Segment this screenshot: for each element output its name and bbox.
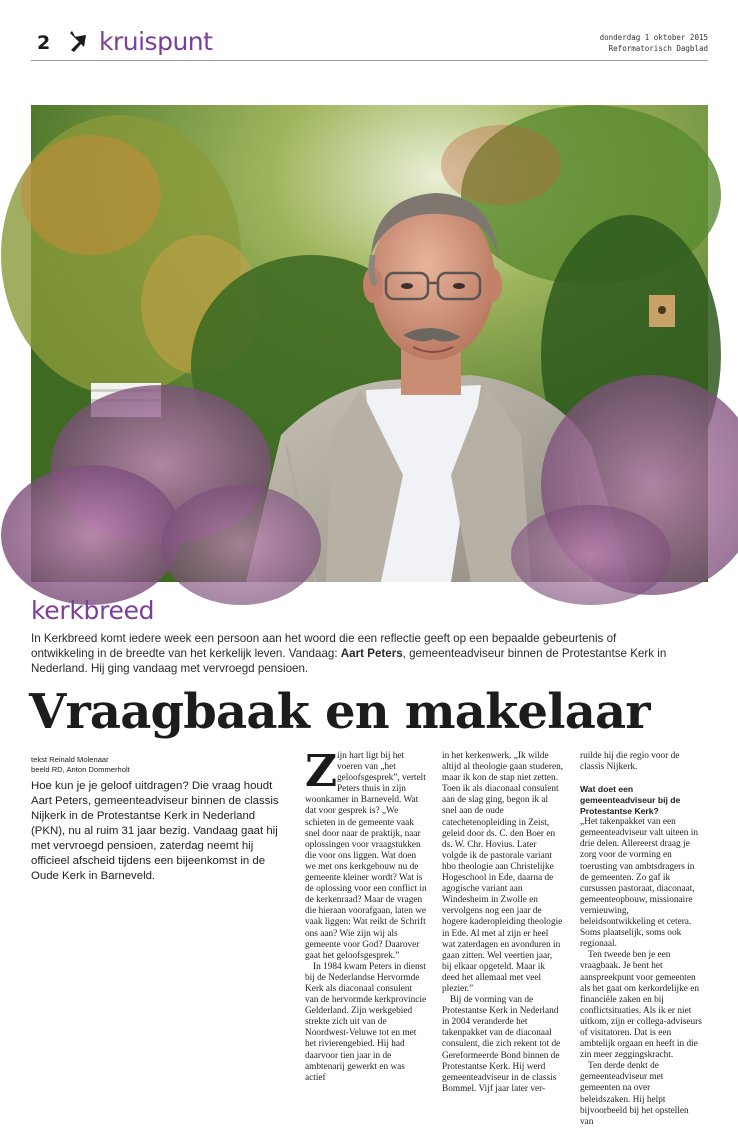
dateline	[600, 32, 708, 54]
header-divider	[31, 60, 708, 61]
article-column-1	[305, 746, 427, 1084]
article-lead: Hoe kun je je geloof uitdragen? Die vraag houdt Aart Peters, gemeenteadviseur binnen de classis Nijkerk in de Protestantse Kerk in Nederland (PKN), nu al ruim 31 jaar bezig. Vandaag gaat hij met vervroegd pensioen, zaterdag neemt hij officieel afscheid tijdens een bijeenkomst in de Oude Kerk in Barneveld.	[31, 780, 279, 882]
article-column-2	[442, 751, 564, 1095]
portrait-photo	[31, 105, 708, 582]
body-paragraph: Ten derde denkt de gemeenteadviseur met gemeenten na over beleidszaken. Hij helpt bijvoorbeeld bij het opstellen van	[580, 1061, 689, 1127]
body-paragraph: Bij de vorming van de Protestantse Kerk in Nederland in 2004 veranderde het takenpakket van de diaconaal consulent, die zich rekent tot de Gereformeerde Bond binnen de Protestantse Kerk. Hij werd gemeenteadviseur in de classis Bommel. Vijf jaar later ver-	[442, 995, 561, 1094]
photo-credit: beeld RD, Anton Dommerholt	[31, 765, 130, 774]
body-paragraph: in het kerkenwerk. „Ik wilde altijd al theologie gaan studeren, maar ik kon de stap niet zetten. Toen ik als diaconaal consulent aan de slag ging, begon ik al snel aan de oude catechetenopleiding in Zeist, geleid door ds. C. den Boer en ds. W. Chr. Hovius. Later volgde ik de pastorale variant hbo theologie aan Christelijke Hogeschool in Ede, daarna de agogische variant aan Windesheim in Zwolle en vervolgens nog een jaar de hogere kaderopleiding theologie in Ede. Al met al zijn er heel wat zaterdagen en avonduren in gaan zitten. Wel veertien jaar, bij elkaar opgeteld. Maar ik deed het allemaal met veel plezier.”	[442, 751, 564, 994]
drop-cap: Z	[305, 746, 338, 797]
article-column-3	[580, 751, 702, 1128]
page-header	[31, 28, 708, 58]
page-number: 2	[37, 32, 51, 54]
intro-person-name: Aart Peters	[340, 647, 403, 660]
kerkbreed-intro	[31, 631, 671, 676]
body-paragraph: In 1984 kwam Peters in dienst bij de Nederlandse Hervormde Kerk als diaconaal consulent van de hervormde kerkprovincie Gelderland. Zijn werkgebied strekte zich uit van de Noordwest-Veluwe tot en met het rivierengebied. Hij had daarvoor tien jaar in de ambtenarij gewerkt en was actief	[305, 961, 427, 1083]
body-paragraph: ruilde hij die regio voor de classis Nijkerk.	[580, 751, 680, 773]
issue-date: donderdag 1 oktober 2015	[599, 33, 708, 42]
section-title: kruispunt	[99, 27, 213, 56]
body-paragraph: „Het takenpakket van een gemeenteadviseur valt uiteen in drie delen. Allereerst draag je zorg voor de vorming en toerusting van ambtsdragers in de gemeenten. Zo gaf ik cursussen pastoraat, diaconaat, gemeenteopbouw, missionaire vernieuwing, beleidsontwikkeling et cetera. Soms plaatselijk, soms ook regionaal.	[580, 817, 698, 950]
intro-text-start: In Kerkbreed komt iedere week een persoon aan het woord die een reflectie geeft op een bepaalde gebeurtenis of ontwikkeling in de breedte van het kerkelijk leven. Vandaag:	[31, 632, 617, 660]
newspaper-name: Reformatorisch Dagblad	[608, 44, 708, 53]
interview-question: Wat doet een gemeenteadviseur bij de Protestantse Kerk?	[580, 784, 681, 817]
text-credit: tekst Reinald Molenaar	[31, 755, 109, 764]
article-credits	[31, 755, 130, 775]
body-paragraph: Ten tweede ben je een vraagbaak. Je bent het aanspreekpunt voor gemeenten als het gaat om kerkordelijke en financiële zaken en bij conflictsituaties. Als ik er niet uitkom, zijn er collega-adviseurs of visitatoren. Dat is een ambtelijk orgaan en heeft in die zin meer zeggingskracht.	[580, 950, 702, 1061]
body-paragraph	[305, 746, 427, 962]
portrait-photo-icon	[31, 105, 708, 582]
arrow-logo-icon	[67, 31, 89, 53]
body-text: ijn hart ligt bij het voeren van „het geloofsgesprek”, vertelt Peters thuis in zijn woonkamer in Barneveld. Wat dat voor gesprek is? „We schieten in de gemeente vaak snel door naar de praktijk, naar oplossingen voor vraagstukken die voor ons liggen. Wat doen we met ons kerkgebouw nu de gemeente kleiner wordt? Wat is de oplossing voor een conflict in de kerkenraad? Maar de vragen die hieraan voorafgaan, laten we vaak liggen: Wat reikt de Schrift ons aan? Wie zijn wij als gemeente voor God? Daarover gaat het geloofsgesprek.”	[305, 751, 427, 961]
intro-text-end: , gemeenteadviseur binnen de Protestantse Kerk in Nederland. Hij ging vandaag met vervroegd pensioen.	[31, 647, 667, 675]
kerkbreed-title: kerkbreed	[31, 596, 155, 625]
article-headline: Vraagbaak en makelaar	[29, 684, 650, 740]
